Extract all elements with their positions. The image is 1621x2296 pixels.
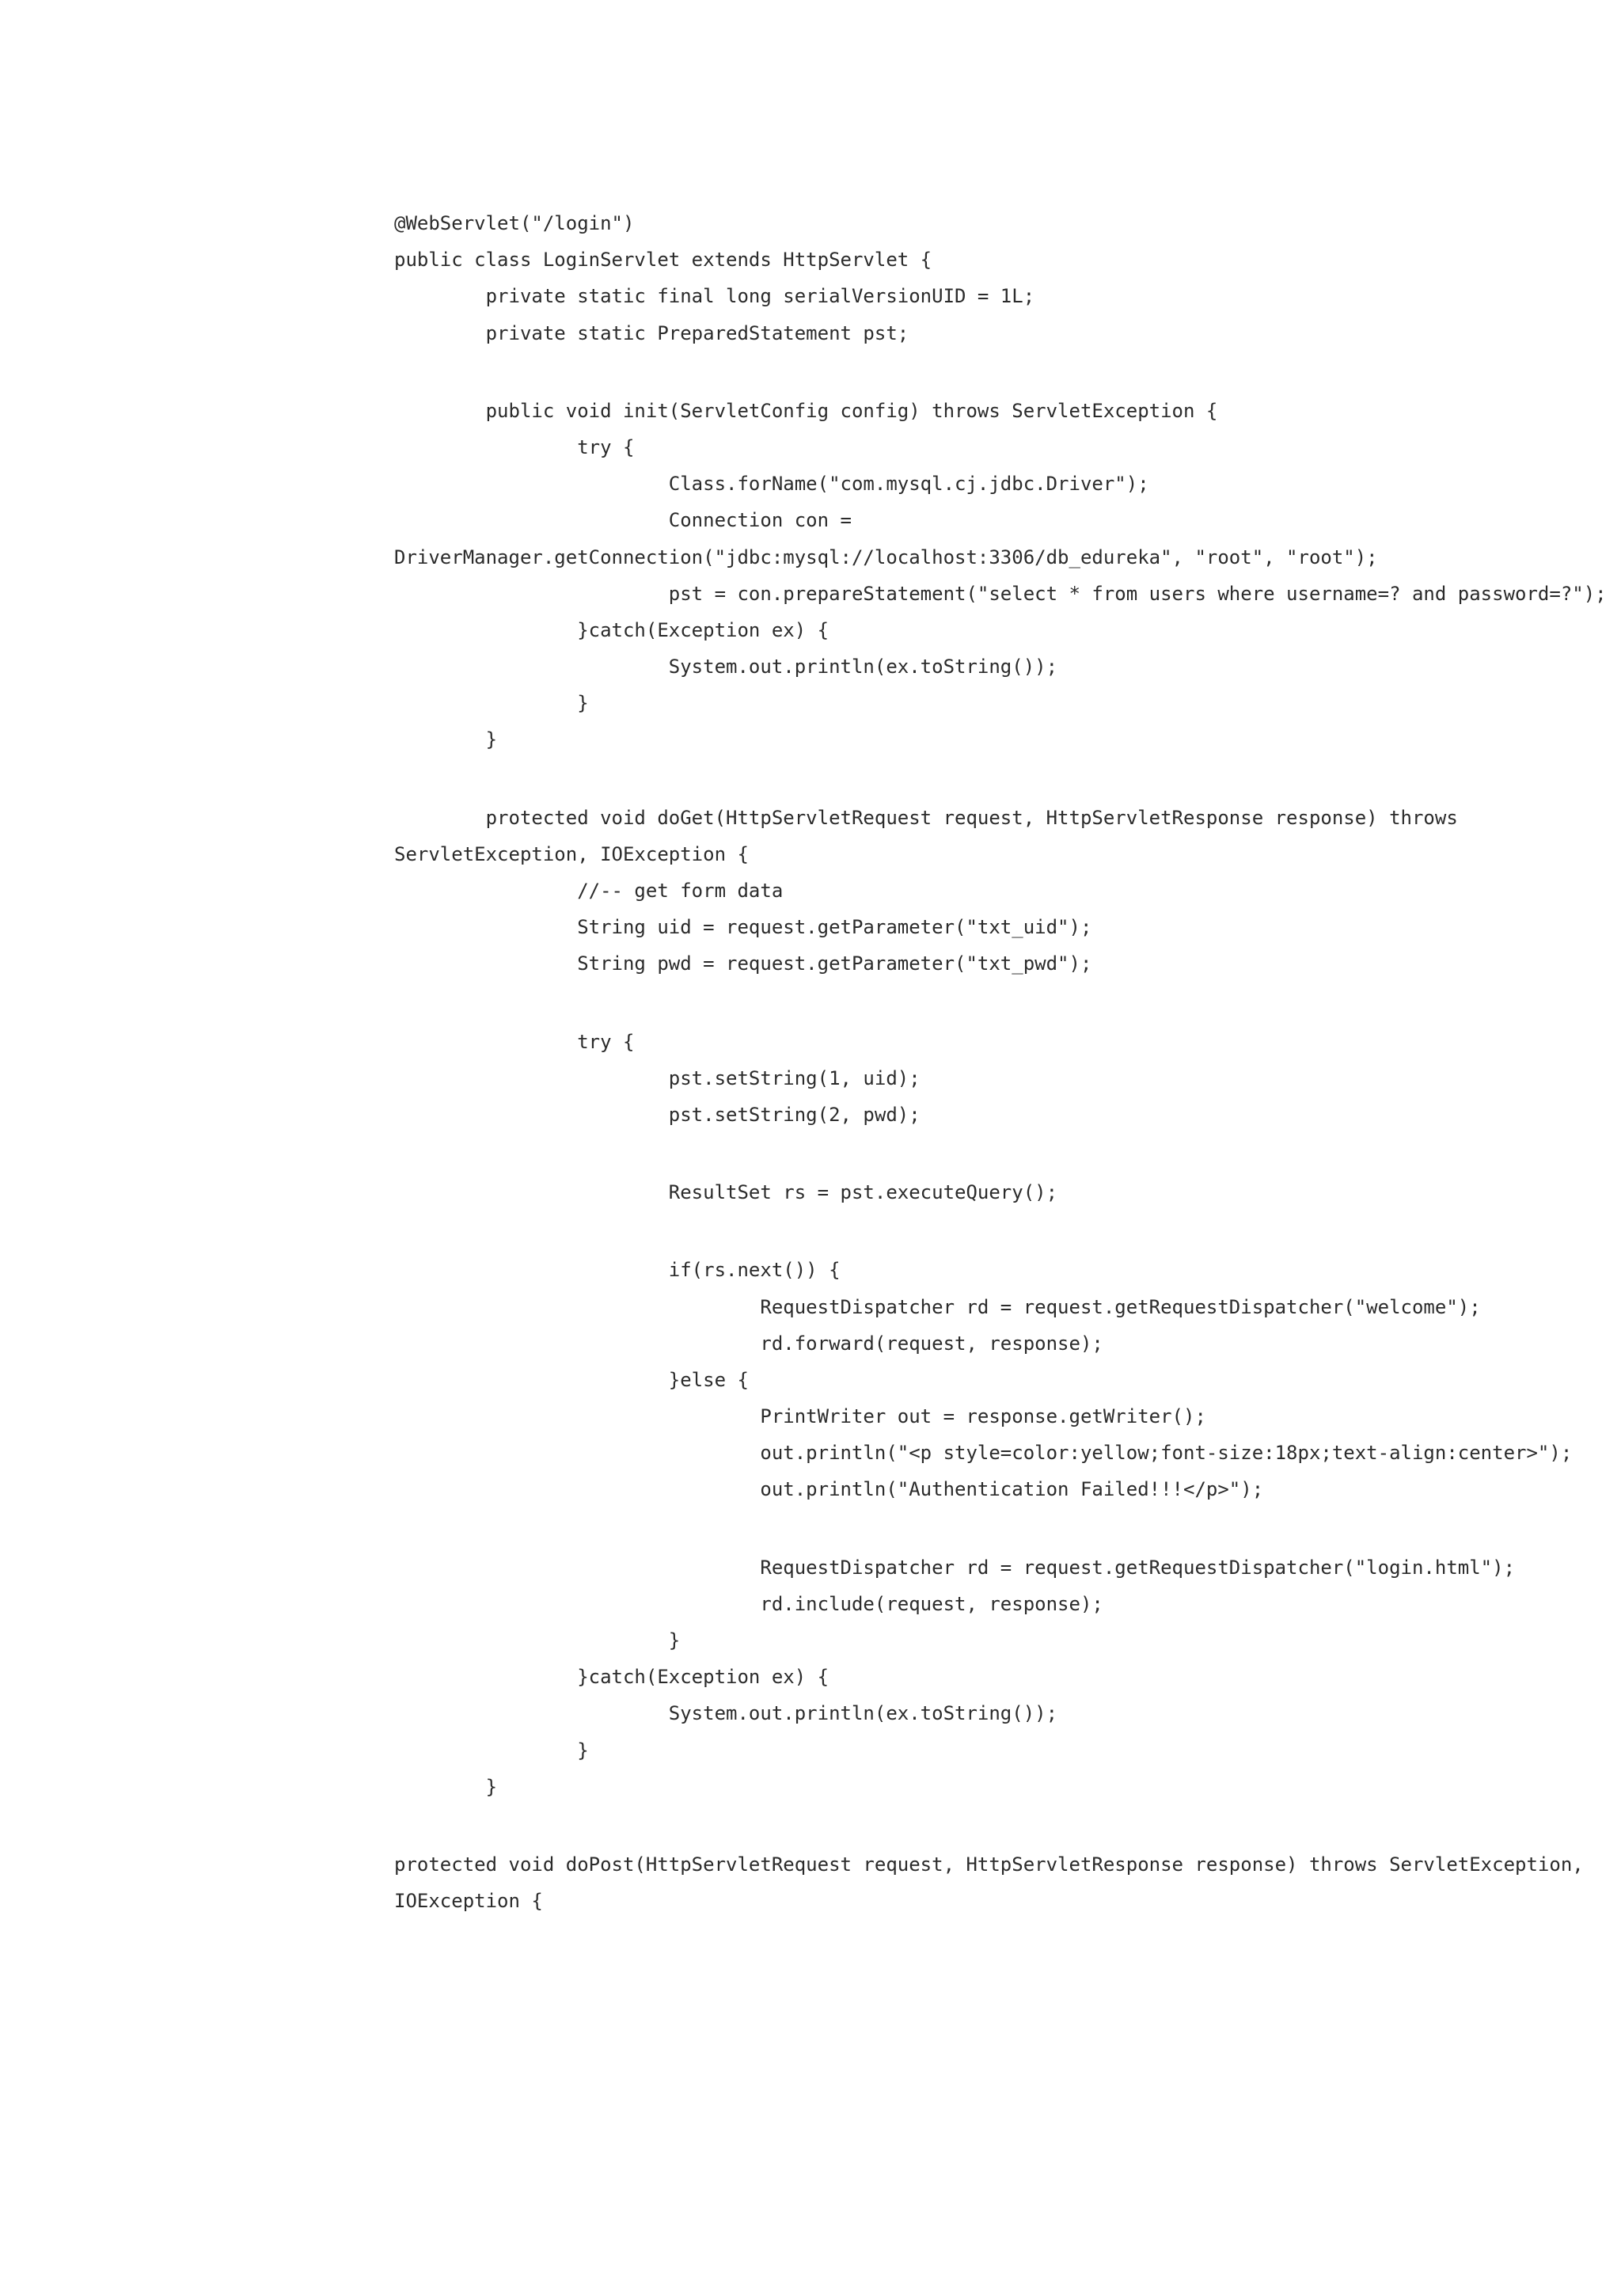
code-line: private static final long serialVersionUID = 1L;: [394, 285, 1035, 308]
code-line: ServletException, IOException {: [394, 842, 749, 865]
code-line: Connection con =: [394, 509, 852, 532]
blank-line: [394, 352, 1581, 372]
code-line: out.println("<p style=color:yellow;font-size:18px;text-align:center>");: [394, 1442, 1573, 1465]
blank-line: [394, 758, 1581, 779]
blank-line: [394, 779, 1581, 800]
code-line: pst.setString(1, uid);: [394, 1066, 921, 1089]
code-line: IOException {: [394, 1890, 543, 1913]
code-line: }: [394, 1629, 681, 1652]
code-line: System.out.println(ex.toString());: [394, 1702, 1058, 1725]
code-line: try {: [394, 435, 635, 458]
code-line: private static PreparedStatement pst;: [394, 321, 909, 344]
code-block: [394, 205, 1607, 1919]
code-line: PrintWriter out = response.getWriter();: [394, 1405, 1206, 1428]
code-line: public void init(ServletConfig config) throws ServletException {: [394, 399, 1218, 422]
blank-line: [394, 1133, 1581, 1154]
code-line: String pwd = request.getParameter("txt_pwd");: [394, 952, 1092, 975]
code-line: }: [394, 692, 589, 715]
blank-line: [394, 1003, 1581, 1024]
code-line: DriverManager.getConnection("jdbc:mysql://localhost:3306/db_edureka", "root", "root");: [394, 545, 1378, 568]
code-line: //-- get form data: [394, 880, 784, 902]
code-line: }catch(Exception ex) {: [394, 618, 829, 641]
code-line: rd.forward(request, response);: [394, 1332, 1103, 1355]
code-line: }: [394, 1775, 498, 1798]
code-line: RequestDispatcher rd = request.getRequestDispatcher("login.html");: [394, 1556, 1516, 1579]
blank-line: [394, 983, 1581, 1003]
code-line: }: [394, 1739, 589, 1762]
code-line: ResultSet rs = pst.executeQuery();: [394, 1181, 1058, 1204]
code-line: }else {: [394, 1368, 749, 1391]
code-line: protected void doPost(HttpServletRequest request, HttpServletResponse response) throws ServletException,: [394, 1853, 1584, 1876]
code-line: System.out.println(ex.toString());: [394, 656, 1058, 679]
code-line: }: [394, 728, 498, 751]
code-line: try {: [394, 1030, 635, 1053]
code-line: pst.setString(2, pwd);: [394, 1103, 921, 1126]
blank-line: [394, 1826, 1581, 1846]
blank-line: [394, 1529, 1581, 1549]
code-line: out.println("Authentication Failed!!!</p>");: [394, 1478, 1264, 1501]
code-line: }catch(Exception ex) {: [394, 1666, 829, 1689]
code-line: Class.forName("com.mysql.cj.jdbc.Driver");: [394, 473, 1149, 496]
blank-line: [394, 372, 1581, 393]
code-line: public class LoginServlet extends HttpServlet {: [394, 249, 932, 272]
blank-line: [394, 1154, 1581, 1174]
code-line: String uid = request.getParameter("txt_uid");: [394, 916, 1092, 939]
code-line: @WebServlet("/login"): [394, 212, 635, 234]
blank-line: [394, 1231, 1581, 1252]
blank-line: [394, 1508, 1581, 1529]
blank-line: [394, 1211, 1581, 1231]
code-line: rd.include(request, response);: [394, 1592, 1103, 1615]
code-line: protected void doGet(HttpServletRequest request, HttpServletResponse response) throws: [394, 806, 1458, 829]
code-line: RequestDispatcher rd = request.getRequestDispatcher("welcome");: [394, 1295, 1481, 1318]
code-line: if(rs.next()) {: [394, 1259, 841, 1282]
blank-line: [394, 1805, 1581, 1826]
code-line: pst = con.prepareStatement("select * from users where username=? and password=?");: [394, 582, 1607, 605]
